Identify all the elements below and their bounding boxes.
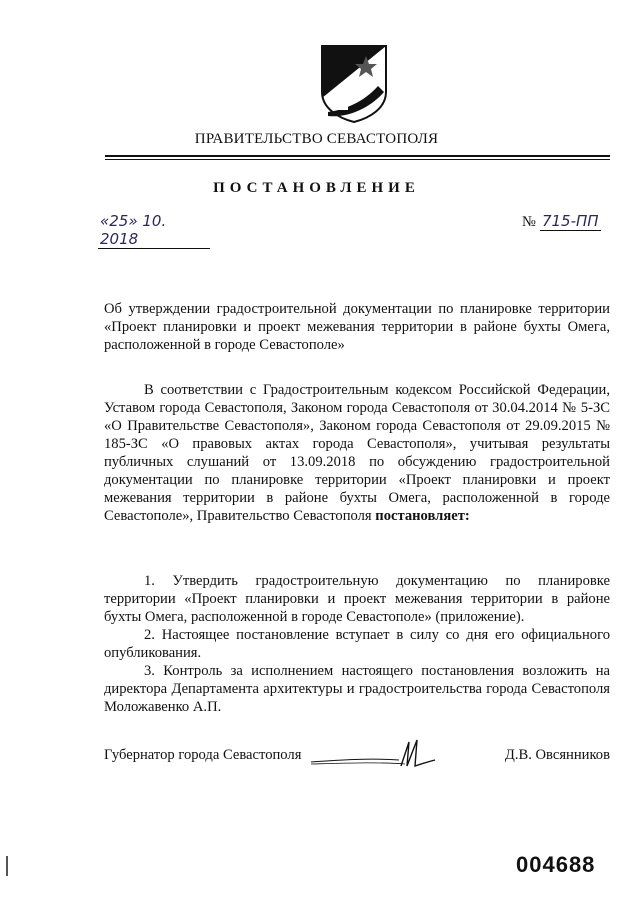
decree-item: 3. Контроль за исполнением настоящего постановления возложить на директора Департамента архитектуры и градостроительства города Севастополя Моложавенко А.П. (104, 663, 610, 715)
decree-items (104, 572, 610, 716)
registration-number (522, 212, 614, 231)
preamble-text: В соответствии с Градостроительным кодексом Российской Федерации, Уставом города Севастополя, Законом города Севастополя от 30.04.2014 № 5-ЗС «О Правительстве Севастополя», Законом города Севастополя от 29.09.2015 № 185-ЗС «О правовых актах города Севастополя», учитывая результаты публичных слушаний от 13.09.2018 по обсуждению градостроительной документации по планировке территории «Проект планировки и проект межевания территории в районе бухты Омега, расположенной в городе Севастополе», Правительство Севастополя (104, 382, 610, 524)
decree-item: 1. Утвердить градостроительную документацию по планировке территории «Проект планировки и проект межевания территории в районе бухты Омега, расположенной в городе Севастополе» (приложение). (104, 573, 610, 625)
signature-block (104, 740, 610, 776)
document-type-title: ПОСТАНОВЛЕНИЕ (213, 180, 420, 196)
sevastopol-coat-of-arms-icon (318, 42, 390, 124)
organization-name: ПРАВИТЕЛЬСТВО СЕВАСТОПОЛЯ (194, 131, 439, 147)
signatory-position: Губернатор города Севастополя (104, 747, 302, 763)
registration-date-value: «25» 10. 2018 (98, 212, 210, 249)
document-subject: Об утверждении градостроительной документации по планировке территории «Проект планировки и проект межевания территории в районе бухты Омега, расположенной в городе Севастополе» (104, 301, 610, 353)
scan-edge-mark (6, 856, 8, 876)
serial-number: 004688 (516, 852, 596, 877)
registration-number-value: 715-ПП (541, 212, 599, 230)
signatory-name: Д.В. Овсянников (504, 747, 610, 763)
preamble-paragraph (104, 381, 610, 525)
decree-item: 2. Настоящее постановление вступает в силу со дня его официального опубликования. (104, 627, 610, 661)
registration-number-prefix: № (522, 214, 536, 230)
registration-date (98, 212, 210, 249)
header-rule-thick (105, 155, 610, 157)
decree-word: постановляет: (375, 508, 470, 524)
header-rule-thin (105, 159, 610, 160)
handwritten-signature (309, 736, 439, 776)
